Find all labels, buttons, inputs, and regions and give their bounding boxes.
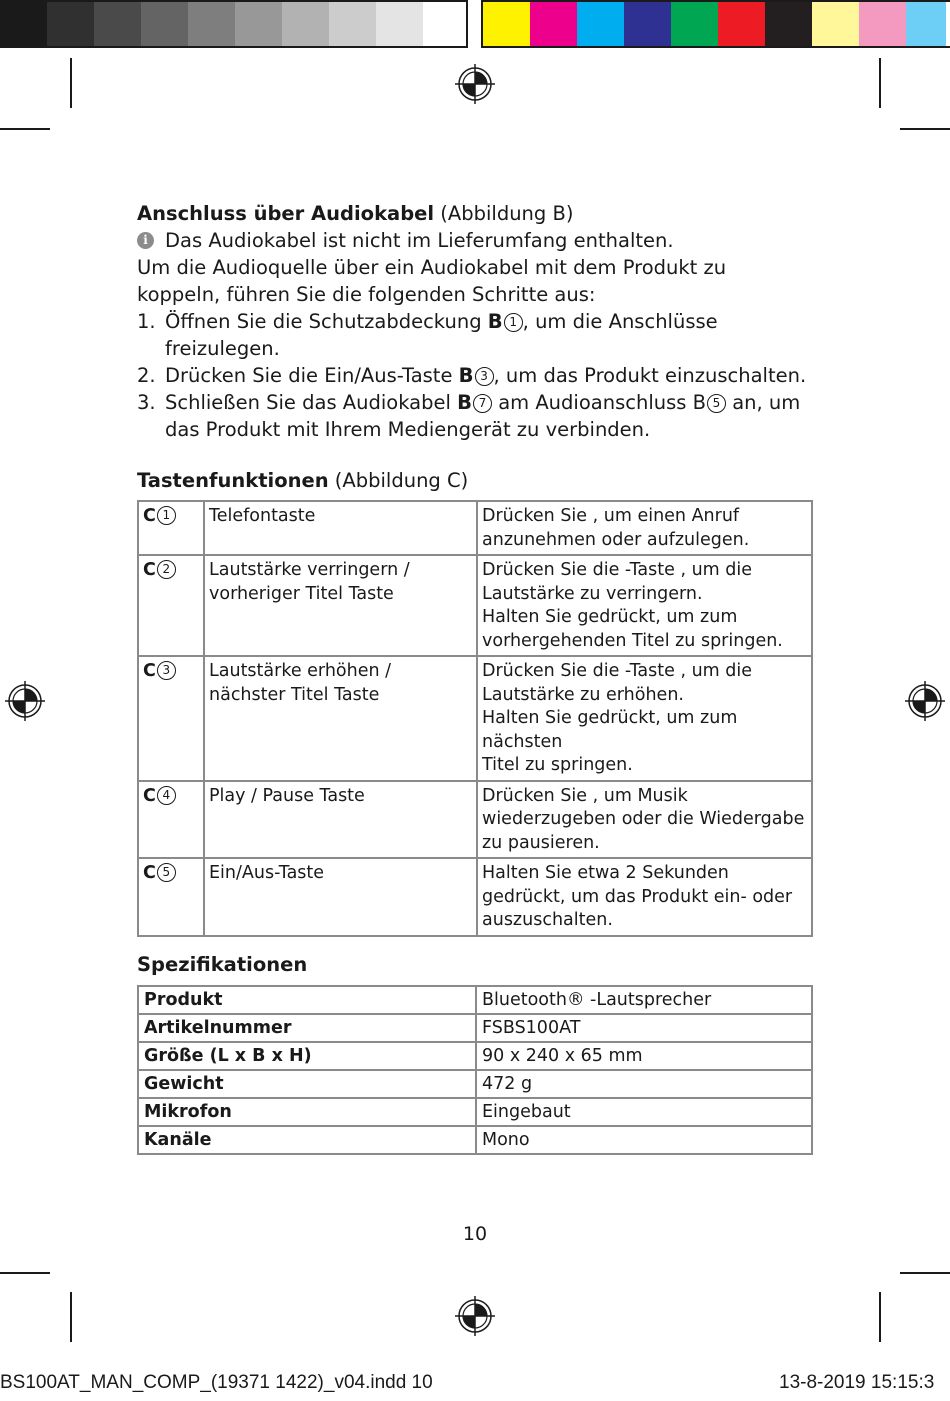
step-item: 3. Schließen Sie das Audiokabel B 7 am Audioanschluss B 5 an, um das Produkt mit Ihrem Mediengerät zu verbinden. (137, 391, 801, 441)
step-number: 1. (137, 310, 156, 333)
key-callout: C 3 (138, 656, 204, 781)
spec-row (138, 1070, 812, 1098)
callout-number: 3 (475, 367, 494, 386)
key-callout: C 4 (138, 781, 204, 859)
crop-mark-top-right-v (879, 58, 881, 108)
key-callout: C 1 (138, 501, 204, 555)
crop-mark-bottom-right-h (900, 1272, 950, 1274)
audio-steps-list (137, 308, 813, 443)
slug-file-info: BS100AT_MAN_COMP_(19371 1422)_v04.indd 10 (0, 1372, 433, 1393)
info-icon: i (137, 232, 154, 249)
audio-section-figure-ref: (Abbildung B) (440, 202, 574, 225)
spec-value: 472 g (476, 1070, 812, 1098)
crop-mark-top-left-v (70, 58, 72, 108)
key-functions-table (137, 500, 813, 937)
crop-mark-bottom-left-v (70, 1292, 72, 1342)
audio-section-heading (137, 200, 813, 227)
callout-number: 1 (157, 506, 176, 525)
spec-label: Kanäle (138, 1126, 476, 1154)
process-swatch-frame (481, 0, 950, 48)
callout-number: 5 (707, 394, 726, 413)
key-row (138, 781, 812, 859)
key-name: Lautstärke erhöhen / nächster Titel Taste (204, 656, 477, 781)
spec-label: Produkt (138, 986, 476, 1014)
spec-row (138, 1014, 812, 1042)
crop-mark-bottom-right-v (879, 1292, 881, 1342)
print-color-bar (0, 0, 950, 50)
key-callout: C 5 (138, 858, 204, 936)
callout-number: 7 (473, 394, 492, 413)
key-row (138, 555, 812, 656)
audio-intro-line-2: koppeln, führen Sie die folgenden Schritte aus: (137, 283, 596, 306)
spec-label: Artikelnummer (138, 1014, 476, 1042)
audio-intro-line-1: Um die Audioquelle über ein Audiokabel mit dem Produkt zu (137, 256, 727, 279)
key-description: Drücken Sie die -Taste , um die Lautstärke zu verringern. Halten Sie gedrückt, um zum vorhergehenden Titel zu springen. (477, 555, 812, 656)
spec-value: FSBS100AT (476, 1014, 812, 1042)
step-item: 2. Drücken Sie die Ein/Aus-Taste B 3 , um das Produkt einzuschalten. (137, 364, 807, 387)
specifications-table (137, 985, 813, 1155)
spec-row (138, 1098, 812, 1126)
crop-mark-top-left-h (0, 128, 50, 130)
callout-number: 5 (157, 863, 176, 882)
key-name: Telefontaste (204, 501, 477, 555)
callout-number: 4 (157, 786, 176, 805)
key-description: Drücken Sie die -Taste , um die Lautstärke zu erhöhen. Halten Sie gedrückt, um zum nächsten Titel zu springen. (477, 656, 812, 781)
info-note (137, 227, 813, 254)
key-callout: C 2 (138, 555, 204, 656)
spec-label: Gewicht (138, 1070, 476, 1098)
spec-row (138, 986, 812, 1014)
keys-section-title: Tastenfunktionen (137, 469, 329, 492)
specs-section-title: Spezifikationen (137, 953, 308, 976)
key-row (138, 656, 812, 781)
callout-number: 1 (504, 313, 523, 332)
spec-value: Eingebaut (476, 1098, 812, 1126)
callout-number: 2 (157, 560, 176, 579)
key-row (138, 858, 812, 936)
spec-value: Mono (476, 1126, 812, 1154)
spec-value: 90 x 240 x 65 mm (476, 1042, 812, 1070)
key-name: Lautstärke verringern / vorheriger Titel Taste (204, 555, 477, 656)
key-row (138, 501, 812, 555)
spec-row (138, 1042, 812, 1070)
registration-mark-top-icon (455, 64, 495, 104)
key-description: Drücken Sie , um einen Anruf anzunehmen oder aufzulegen. (477, 501, 812, 555)
keys-section-heading (137, 469, 468, 492)
key-name: Ein/Aus-Taste (204, 858, 477, 936)
crop-mark-top-right-h (900, 128, 950, 130)
step-number: 3. (137, 391, 156, 414)
spec-label: Mikrofon (138, 1098, 476, 1126)
info-note-text: Das Audiokabel ist nicht im Lieferumfang enthalten. (165, 229, 674, 252)
registration-mark-bottom-icon (455, 1296, 495, 1336)
callout-number: 3 (157, 661, 176, 680)
key-description: Drücken Sie , um Musik wiederzugeben oder die Wiedergabe zu pausieren. (477, 781, 812, 859)
key-description: Halten Sie etwa 2 Sekunden gedrückt, um das Produkt ein- oder auszuschalten. (477, 858, 812, 936)
audio-section-title: Anschluss über Audiokabel (137, 202, 435, 225)
audio-cable-section (137, 200, 813, 443)
spec-value: Bluetooth® -Lautsprecher (476, 986, 812, 1014)
step-number: 2. (137, 364, 156, 387)
registration-mark-right-icon (905, 681, 945, 721)
step-item: 1. Öffnen Sie die Schutzabdeckung B 1 , um die Anschlüsse freizulegen. (137, 310, 718, 360)
slug-date-time: 13-8-2019 15:15:3 (779, 1372, 935, 1393)
keys-section-figure-ref: (Abbildung C) (334, 469, 469, 492)
gray-swatch-frame (0, 0, 468, 48)
page-number: 10 (462, 1223, 488, 1245)
registration-mark-left-icon (5, 681, 45, 721)
spec-label: Größe (L x B x H) (138, 1042, 476, 1070)
key-name: Play / Pause Taste (204, 781, 477, 859)
crop-mark-bottom-left-h (0, 1272, 50, 1274)
spec-row (138, 1126, 812, 1154)
